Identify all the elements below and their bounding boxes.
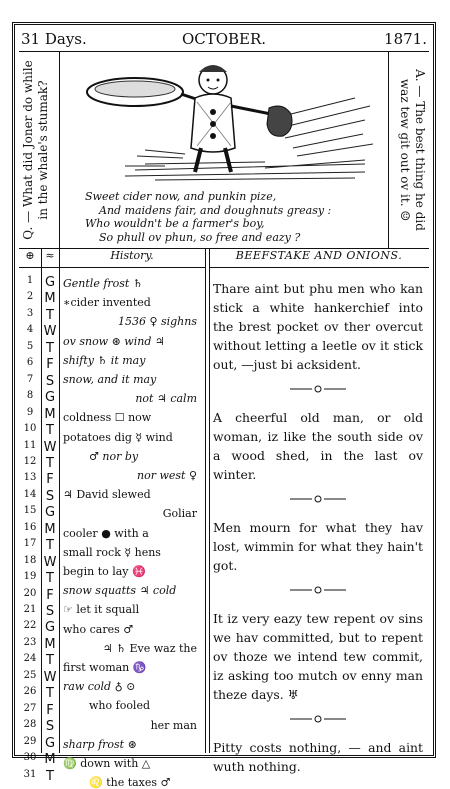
day-number: 25	[23, 669, 37, 681]
day-row	[19, 736, 59, 752]
history-entry: sharp frost ⊛	[63, 737, 137, 751]
history-entry: ♃ David slewed	[63, 488, 151, 502]
history-entry: Goliar	[162, 507, 197, 521]
article-paragraph: Men mourn for what they hav lost, wimmin for what they hain't got.	[213, 520, 423, 573]
history-entry: shifty ♄ it may	[63, 353, 146, 367]
day-number: 23	[23, 636, 37, 648]
history-entry: small rock ☿ hens	[63, 545, 161, 559]
days-count: 31 Days.	[21, 30, 87, 48]
poem-line: Sweet cider now, and punkin pize,	[85, 190, 277, 203]
history-entry: ♂ nor by	[89, 449, 139, 463]
history-entry: coldness ☐ now	[63, 411, 152, 425]
question-text: Q. — What did Joner do while in the whale's stumak?	[21, 60, 50, 240]
illustration-box	[19, 51, 429, 249]
ornament-divider	[213, 583, 423, 595]
answer-text: A. — The best thing he did waz tew git out ov it. ☺	[398, 69, 427, 231]
history-entry: raw cold ♁ ⊙	[63, 680, 136, 694]
day-row	[19, 489, 59, 505]
day-number: 24	[23, 653, 37, 665]
day-row	[19, 637, 59, 653]
poem-line: Who wouldn't be a farmer's boy,	[85, 217, 265, 230]
history-entry: Gentle frost ♄	[63, 277, 143, 290]
ornament-divider	[213, 712, 423, 724]
history-entry: snow, and it may	[63, 373, 157, 386]
history-entry: nor west ♀	[137, 469, 197, 482]
day-letter: T	[46, 653, 54, 669]
day-number: 3	[26, 307, 34, 319]
day-letter: F	[46, 587, 54, 603]
day-letter: S	[45, 373, 55, 389]
article-title: BEEFSTAKE AND ONIONS.	[209, 249, 429, 268]
day-letter: S	[45, 488, 55, 504]
day-letter: M	[44, 521, 56, 537]
day-row	[19, 357, 59, 373]
day-number: 17	[23, 538, 37, 550]
divider	[59, 249, 60, 753]
day-letter: G	[44, 620, 56, 636]
day-number: 27	[23, 702, 37, 714]
day-letter: F	[46, 702, 54, 718]
day-row	[19, 390, 59, 406]
day-number: 22	[23, 620, 37, 632]
divider	[209, 249, 210, 753]
day-letter: G	[44, 275, 56, 290]
day-letter: M	[44, 636, 56, 652]
day-row	[19, 752, 59, 768]
day-letter: G	[44, 390, 56, 406]
day-number: 5	[26, 340, 34, 352]
year: 1871.	[384, 30, 427, 48]
day-row	[19, 620, 59, 636]
day-row	[19, 308, 59, 324]
day-row	[19, 440, 59, 456]
day-number: 9	[26, 406, 34, 418]
day-number: 10	[23, 423, 37, 435]
day-number: 2	[26, 291, 34, 303]
day-number: 19	[23, 571, 37, 583]
day-row	[19, 374, 59, 390]
day-letter: F	[46, 472, 54, 488]
history-column-head: History.	[59, 249, 205, 268]
ornament-divider	[213, 492, 423, 504]
aquarius-column-head: ≈	[41, 249, 59, 268]
history-entry: begin to lay ♓	[63, 565, 146, 578]
history-entry: cooler ● with a	[63, 526, 149, 540]
day-number: 26	[23, 686, 37, 698]
farmer-boy-illustration	[65, 58, 381, 186]
poem-line: So phull ov phun, so free and eazy ?	[99, 230, 301, 244]
day-row	[19, 703, 59, 719]
day-letter: S	[45, 719, 55, 735]
history-entry: ♌ the taxes ♂	[89, 776, 171, 789]
history-entry: her man	[150, 718, 197, 732]
poem	[63, 190, 385, 244]
day-row	[19, 670, 59, 686]
day-row	[19, 538, 59, 554]
day-number: 12	[23, 455, 37, 467]
day-letter: M	[44, 752, 56, 768]
day-row	[19, 456, 59, 472]
history-entry: potatoes dig ☿ wind	[63, 430, 173, 444]
day-number: 4	[26, 324, 34, 336]
day-letter: G	[44, 735, 56, 751]
day-row	[19, 719, 59, 735]
history-entry: first woman ♑	[63, 661, 147, 674]
article-paragraph: Thare aint but phu men who kan stick a white hankerchief into the brest pocket ov ther overcut without letting a leetle ov it stick out, —just bi acksident.	[213, 281, 423, 372]
answer-column	[388, 52, 429, 248]
day-row	[19, 686, 59, 702]
history-entry: snow squatts ♃ cold	[63, 584, 177, 598]
day-row	[19, 769, 59, 785]
day-row	[19, 341, 59, 357]
day-letter: T	[46, 307, 54, 323]
history-entry: ☞ let it squall	[63, 603, 140, 617]
day-letter: T	[46, 538, 54, 554]
day-letter: M	[44, 291, 56, 307]
day-row	[19, 423, 59, 439]
day-number: 1	[26, 275, 34, 286]
day-letter: W	[43, 554, 57, 570]
day-row	[19, 472, 59, 488]
day-number: 14	[23, 488, 37, 500]
day-letter: F	[46, 357, 54, 373]
day-row	[19, 407, 59, 423]
day-number: 28	[23, 719, 37, 731]
day-letter: W	[43, 439, 57, 455]
day-number: 7	[26, 373, 34, 385]
question-column	[19, 52, 60, 248]
day-row	[19, 588, 59, 604]
day-letter: M	[44, 406, 56, 422]
history-entry: who fooled	[89, 699, 151, 713]
day-letter: S	[45, 604, 55, 619]
divider	[205, 249, 206, 753]
day-number: 21	[23, 604, 37, 615]
poem-line: And maidens fair, and doughnuts greasy :	[99, 203, 332, 217]
day-row	[19, 571, 59, 587]
day-row	[19, 505, 59, 521]
day-letter: G	[44, 505, 56, 521]
day-letter: T	[46, 571, 54, 587]
day-number: 15	[23, 505, 37, 517]
day-letter: T	[46, 768, 54, 784]
day-row	[19, 522, 59, 538]
day-letter: T	[46, 340, 54, 356]
history-entry: not ♃ calm	[135, 392, 197, 406]
day-row	[19, 275, 59, 291]
history-entry: ∗cider invented	[63, 296, 151, 310]
history-entry: ♃ ♄ Eve waz the	[102, 641, 197, 655]
history-entry: 1536 ♀ sighns	[117, 315, 197, 329]
day-number: 29	[23, 735, 37, 747]
day-number: 6	[26, 357, 34, 369]
history-entry: ov snow ⊛ wind ♃	[63, 334, 165, 348]
sun-column-head: ⊕	[19, 249, 41, 268]
day-number: 16	[23, 521, 37, 533]
ornament-divider	[213, 382, 423, 394]
article-paragraph: Pitty costs nothing, — and aint wuth nothing.	[213, 740, 423, 774]
history-entry: who cares ♂	[63, 622, 134, 636]
day-letter: W	[43, 324, 57, 340]
day-number: 30	[23, 752, 37, 764]
day-row	[19, 555, 59, 571]
day-row	[19, 604, 59, 620]
day-letter: W	[43, 669, 57, 685]
month-title: OCTOBER.	[181, 30, 267, 48]
article-paragraph: A cheerful old man, or old woman, iz like the south side ov a wood shed, in the last ov winter.	[213, 410, 423, 482]
day-row	[19, 324, 59, 340]
day-letter: T	[46, 686, 54, 702]
day-number: 20	[23, 587, 37, 599]
day-row	[19, 291, 59, 307]
day-row	[19, 653, 59, 669]
bag-icon	[267, 106, 292, 136]
day-number: 13	[23, 472, 37, 484]
day-letter: T	[46, 423, 54, 439]
day-number: 11	[23, 439, 37, 451]
day-number: 31	[23, 768, 37, 780]
day-number: 18	[23, 554, 37, 566]
history-entry: ♍ down with △	[63, 757, 151, 770]
boy-figure	[191, 65, 271, 172]
almanac-page	[12, 22, 436, 789]
article-paragraph: It iz very eazy tew repent ov sins we hav committed, but to repent ov thoze we intend tew commit, iz asking too mutch ov enny man theze days. ♅	[213, 611, 423, 702]
calendar-section	[19, 249, 429, 789]
day-letter: T	[46, 455, 54, 471]
article	[213, 279, 423, 776]
page-header	[15, 25, 433, 51]
day-number: 8	[26, 390, 34, 402]
